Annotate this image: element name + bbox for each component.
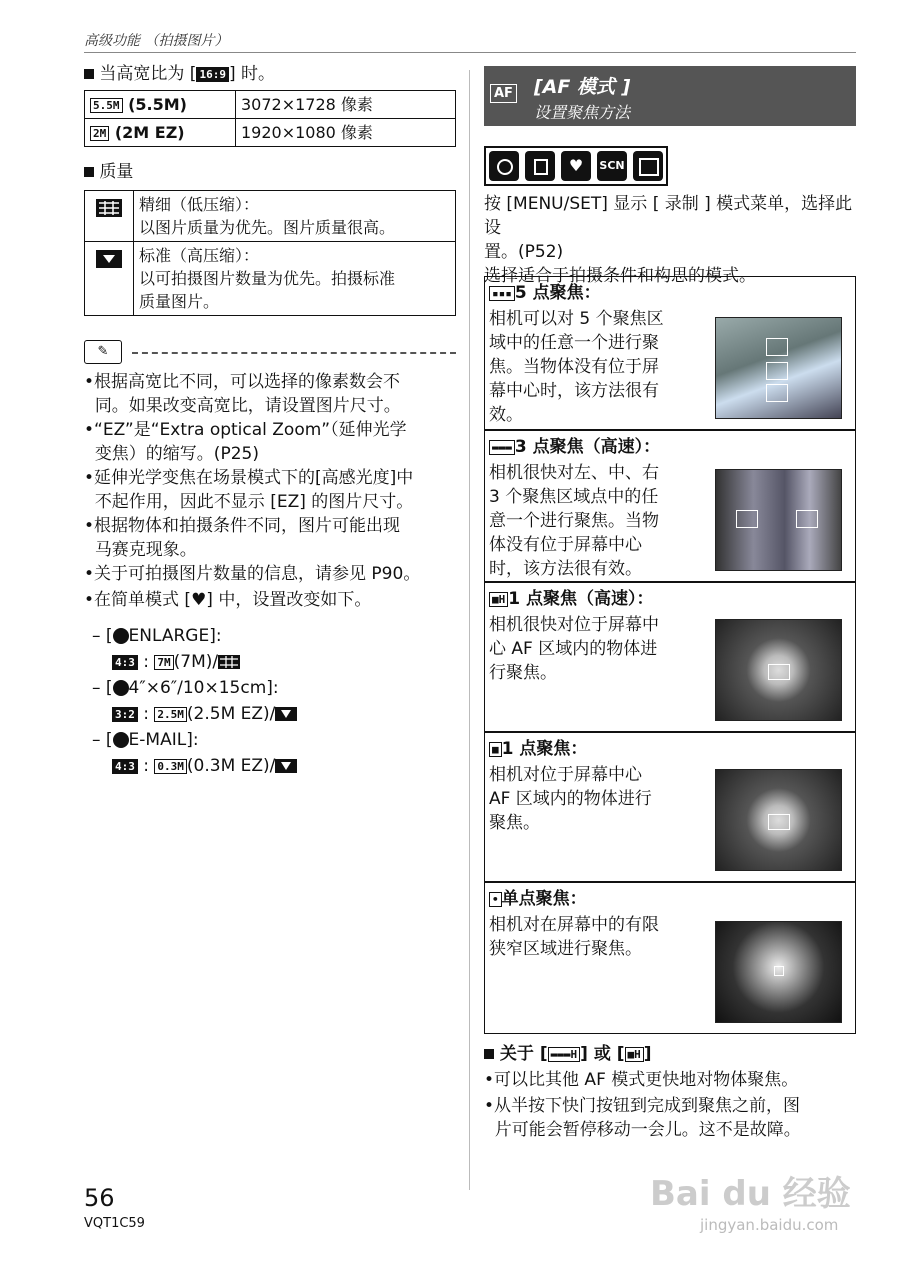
sample-photo-portrait	[715, 769, 842, 871]
aspect-size-table	[84, 90, 456, 147]
three-point-af-icon: ▬▬▬H	[548, 1047, 581, 1062]
column-divider	[469, 70, 470, 1190]
table-row	[85, 119, 456, 147]
quality-line: 精细（低压缩）：	[139, 195, 260, 214]
af-subtitle: 设置聚焦方法	[534, 103, 631, 122]
sample-photo-5-point	[715, 317, 842, 419]
one-point-fast-af-icon: ■H	[625, 1047, 644, 1062]
note-item: •延伸光学变焦在场景模式下的[高感光度]中 不起作用，因此不显示 [EZ] 的图片尺寸。	[84, 468, 414, 512]
size-5-5m-icon: 5.5M	[90, 98, 123, 113]
table-row	[85, 91, 456, 119]
ratio-badge: 4:3	[112, 655, 138, 670]
mode-title: 5 点聚焦：	[514, 283, 601, 303]
note-dashed-rule	[132, 352, 456, 354]
about-note: •从半按下快门按钮到完成到聚焦之前，图 片可能会暂停移动一会儿。这不是故障。	[484, 1096, 801, 1140]
af-mode-5-point: ▪▪▪ 5 点聚焦： 相机可以对 5 个聚焦区 域中的任意一个进行聚 焦。当物体没有位于屏 幕中心时，该方法很有 效。	[484, 276, 856, 430]
sample-photo-flower	[715, 921, 842, 1023]
quality-fine-icon	[218, 655, 240, 669]
quality-table	[84, 190, 456, 316]
mode-icons	[484, 146, 668, 186]
af-title: [AF 模式 ]	[534, 76, 631, 98]
quality-heading: 质量	[84, 160, 133, 184]
mode-title: 1 点聚焦：	[501, 739, 588, 759]
three-point-af-icon: ▬▬▬	[489, 440, 515, 455]
note-item: •“EZ”是“Extra optical Zoom”（延伸光学 变焦）的缩写。(P25)	[84, 420, 407, 464]
note-item: •根据高宽比不同，可以选择的像素数会不 同。如果改变高宽比，请设置图片尺寸。	[84, 372, 401, 416]
heading-square-icon	[84, 69, 94, 79]
simple-mode-enlarge-values: 4:3 : 7M (7M)/	[112, 650, 240, 674]
size-value: 1920×1080 像素	[236, 119, 456, 147]
af-icon: AF	[490, 84, 517, 103]
quality-line: 以可拍摄图片数量为优先。拍摄标准	[139, 269, 396, 288]
af-title-bar	[484, 66, 856, 126]
note-item: •在简单模式 [♥] 中，设置改变如下。	[84, 590, 372, 610]
sample-photo-portrait	[715, 619, 842, 721]
simple-mode-4x6-values: 3:2 : 2.5M (2.5M EZ)/	[112, 702, 297, 726]
watermark-logo: Bai du 经验	[650, 1174, 851, 1214]
af-intro	[484, 192, 856, 288]
enlarge-icon	[113, 628, 129, 644]
aspect-16-9-badge: 16:9	[196, 67, 229, 82]
af-mode-spot: • 单点聚焦： 相机对在屏幕中的有限 狭窄区域进行聚焦。	[484, 882, 856, 1034]
sample-photo-3-point	[715, 469, 842, 571]
note-item: •根据物体和拍摄条件不同，图片可能出现 马赛克现象。	[84, 516, 401, 560]
heading-square-icon	[84, 167, 94, 177]
note-icon: ✎	[84, 340, 122, 364]
one-point-af-icon: ■	[489, 742, 502, 757]
af-mode-1-point: ■ 1 点聚焦： 相机对位于屏幕中心 AF 区域内的物体进行 聚焦。	[484, 732, 856, 882]
model-code: VQT1C59	[84, 1216, 145, 1231]
print-icon	[113, 680, 129, 696]
af-mode-3-point: ▬▬▬ 3 点聚焦（高速）： 相机很快对左、中、右 3 个聚焦区域点中的任 意一个进行聚焦。当物 体没有位于屏幕中心 时，该方法很有效。	[484, 430, 856, 582]
heading-square-icon	[484, 1049, 494, 1059]
size-2m-icon: 2M	[90, 126, 109, 141]
quality-standard-icon	[275, 707, 297, 721]
table-row	[85, 191, 456, 242]
page-header: 高级功能 （拍摄图片）	[84, 33, 229, 49]
spot-af-icon: •	[489, 892, 502, 907]
watermark-url: jingyan.baidu.com	[700, 1216, 839, 1234]
simple-mode-email-values: 4:3 : 0.3M (0.3M EZ)/	[112, 754, 297, 778]
simple-mode-4x6: – [ 4″×6″/10×15cm]:	[92, 678, 279, 698]
quality-fine-icon	[96, 199, 122, 217]
size-7m-icon: 7M	[154, 655, 173, 670]
quality-line: 标准（高压缩）：	[139, 246, 260, 265]
size-2-5m-icon: 2.5M	[154, 707, 187, 722]
page-number: 56	[84, 1184, 115, 1212]
one-point-fast-af-icon: ■H	[489, 592, 508, 607]
intro-line: 置。(P52)	[484, 242, 564, 262]
email-icon	[113, 732, 129, 748]
quality-standard-icon	[275, 759, 297, 773]
size-label: (5.5M)	[128, 95, 187, 114]
mode-title: 3 点聚焦（高速）：	[514, 437, 661, 457]
movie-icon	[633, 151, 663, 181]
table-row	[85, 242, 456, 316]
intro-line: 选择适合于拍摄条件和构思的模式。	[484, 266, 756, 286]
camera-sub-icon	[525, 151, 555, 181]
ratio-badge: 3:2	[112, 707, 138, 722]
quality-line: 以图片质量为优先。图片质量很高。	[139, 218, 396, 237]
scn-icon: SCN	[597, 151, 627, 181]
quality-standard-icon	[96, 250, 122, 268]
about-heading: 关于 [ ▬▬▬H ] 或 [ ■H ]	[484, 1042, 652, 1066]
header-rule	[84, 52, 856, 53]
five-point-af-icon: ▪▪▪	[489, 286, 515, 301]
note-item: •关于可拍摄图片数量的信息，请参见 P90。	[84, 564, 421, 584]
portrait-icon: ♥	[561, 151, 591, 181]
af-mode-1-point-fast: ■H 1 点聚焦（高速）： 相机很快对位于屏幕中 心 AF 区域内的物体进 行聚焦。	[484, 582, 856, 732]
quality-line: 质量图片。	[139, 292, 220, 311]
size-label: (2M EZ)	[114, 123, 185, 142]
simple-mode-email: – [ E-MAIL]:	[92, 730, 199, 750]
mode-title: 单点聚焦：	[501, 889, 587, 909]
mode-title: 1 点聚焦（高速）：	[508, 589, 654, 609]
about-note: •可以比其他 AF 模式更快地对物体聚焦。	[484, 1070, 799, 1090]
aspect-heading: 当高宽比为 [ 16:9 ] 时。	[84, 62, 275, 86]
size-0-3m-icon: 0.3M	[154, 759, 187, 774]
intro-line: 按 [MENU/SET] 显示 [ 录制 ] 模式菜单，选择此设	[484, 194, 853, 238]
simple-mode-enlarge: – [ ENLARGE]:	[92, 626, 222, 646]
ratio-badge: 4:3	[112, 759, 138, 774]
camera-icon	[489, 151, 519, 181]
size-value: 3072×1728 像素	[236, 91, 456, 119]
